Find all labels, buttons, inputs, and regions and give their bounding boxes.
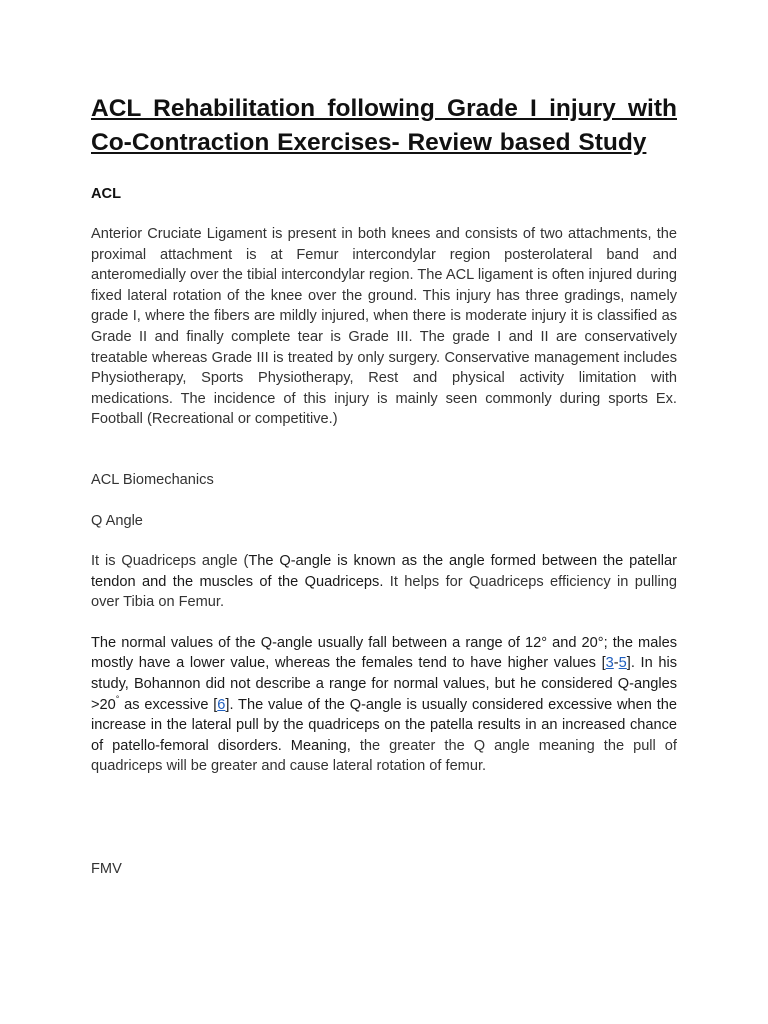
normal-values-text-3: as excessive [ — [119, 696, 218, 713]
degree-superscript: ° — [115, 693, 120, 704]
q-angle-text-2: The Q-angle is known as the angle formed between the patellar tendon and the muscles of the Quadriceps. — [91, 552, 677, 590]
acl-heading: ACL — [91, 186, 121, 202]
biomechanics-heading: ACL Biomechanics — [91, 471, 214, 488]
q-angle-text-1: It is Quadriceps angle ( — [91, 552, 249, 569]
fmv-heading: FMV — [91, 860, 122, 877]
normal-values-text-4: ]. The value of the Q-angle is usually considered excessive when the increase in the lateral pull by the quadriceps on the patella results in an increased chance of patello-femoral disorders. Meaning, — [91, 696, 677, 754]
normal-values-paragraph — [91, 633, 677, 777]
reference-link-3[interactable]: 3 — [605, 655, 614, 672]
q-angle-paragraph — [91, 551, 677, 613]
acl-paragraph: Anterior Cruciate Ligament is present in both knees and consists of two attachments, the proximal attachment is at Femur intercondylar region posterolateral band and anteromedially over the tibial intercondylar region. The ACL ligament is often injured during fixed lateral rotation of the knee over the ground. This injury has three gradings, namely grade I, where the fibers are mildly injured, when there is moderate injury it is classified as Grade II and finally complete tear is Grade III. The grade I and II are conservatively treatable whereas Grade III is treated by only surgery. Conservative management includes Physiotherapy, Sports Physiotherapy, Rest and physical activity limitation with medications. The incidence of this injury is mainly seen commonly during sports Ex. Football (Recreational or competitive.) — [91, 226, 677, 428]
q-angle-text-3: It helps for Quadriceps efficiency in pulling over Tibia on Femur. — [91, 573, 677, 611]
document-title: ACL Rehabilitation following Grade I injury with Co-Contraction Exercises- Review based Study — [91, 95, 677, 156]
reference-dash: - — [613, 655, 619, 672]
normal-values-text-5: the greater the Q angle meaning the pull of quadriceps will be greater and cause lateral rotation of femur. — [91, 737, 677, 775]
normal-values-text-1: The normal values of the Q-angle usually fall between a range of 12° and 20°; the males mostly have a lower value, whereas the females tend to have higher values [ — [91, 634, 677, 672]
q-angle-heading: Q Angle — [91, 512, 143, 529]
reference-link-5[interactable]: 5 — [618, 655, 627, 672]
document-page — [91, 92, 677, 879]
normal-values-text-2: ]. In his study, Bohannon did not describe a range for normal values, but he considered Q-angles >20 — [91, 655, 677, 713]
reference-link-6[interactable]: 6 — [217, 696, 226, 713]
